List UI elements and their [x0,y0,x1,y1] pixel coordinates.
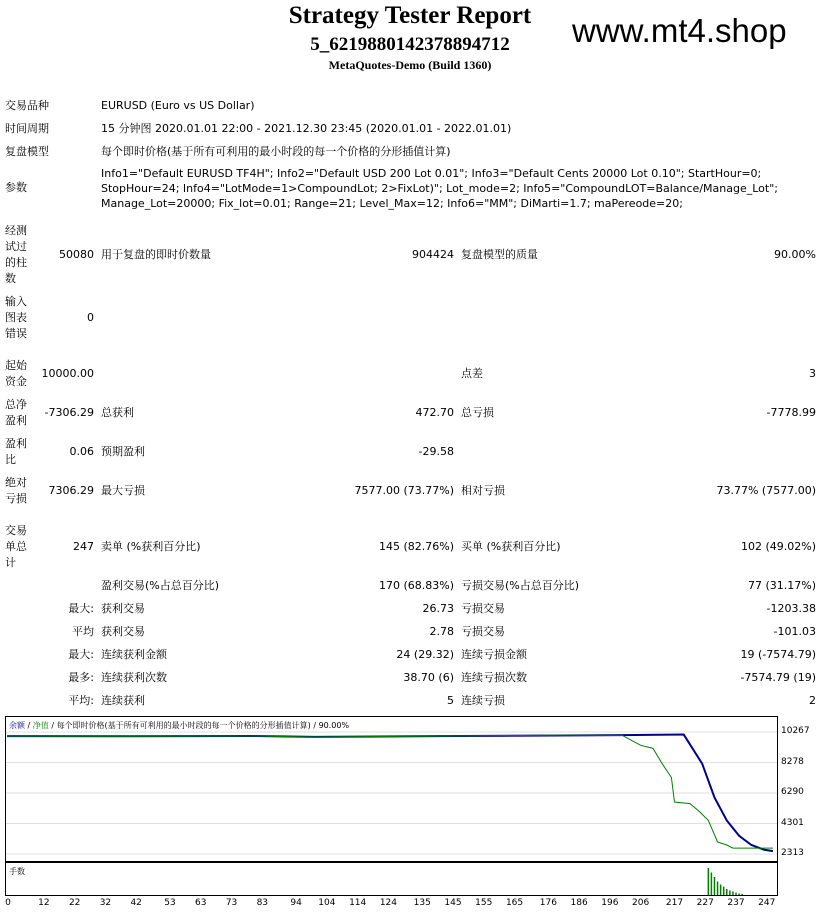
long-label: 买单 (%获利百分比) [461,540,561,553]
gross-profit-value: 472.70 [415,406,454,419]
x-tick-label: 237 [727,898,745,908]
x-tick-label: 114 [349,898,367,908]
deposit-label: 起始资金 [5,359,27,388]
stat-prefix: 最大: [68,602,94,615]
y-tick-label: 10267 [781,726,810,736]
period-label: 时间周期 [5,122,49,135]
balance-chart [5,716,778,862]
stat-label-right: 连续亏损金额 [461,648,527,661]
deposit-value: 10000.00 [41,367,94,380]
report-id: 5_6219880142378894712 [310,34,510,55]
params-label: 参数 [5,181,27,194]
chart-legend: 余额 / 净值 / 每个即时价格(基于所有可利用的最小时段的每一个价格的分形插值计算) / 90.00% [9,721,350,730]
win-value: 170 (68.83%) [378,579,454,592]
pf-value: 0.06 [69,445,94,458]
x-tick-label: 12 [38,898,50,908]
stat-label-right: 连续亏损 [461,694,505,707]
expected-value: -29.58 [418,445,454,458]
y-tick-label: 6290 [781,787,804,797]
report-header [0,0,828,80]
x-tick-label: 94 [290,898,302,908]
rel-dd-value: 73.77% (7577.00) [716,484,816,497]
model-label: 复盘模型 [5,145,49,158]
errors-value: 0 [87,311,94,324]
y-tick-label: 4301 [781,817,804,828]
win-label: 盈利交易(%占总百分比) [101,579,220,592]
short-value: 145 (82.76%) [378,540,454,553]
stat-label-left: 连续获利金额 [101,648,167,661]
x-tick-label: 73 [225,898,238,908]
stat-prefix: 平均 [72,625,94,638]
stat-value-right: -1203.38 [766,602,816,615]
stat-value-left: 26.73 [422,602,454,615]
symbol-label: 交易品种 [5,99,49,112]
report-title: Strategy Tester Report [288,2,532,29]
stat-value-left: 2.78 [429,625,454,638]
stat-label-left: 获利交易 [101,625,145,638]
stat-label-left: 获利交易 [101,602,145,615]
stat-label-left: 连续获利次数 [101,671,167,684]
gross-loss-value: -7778.99 [766,406,816,419]
ticks-value: 904424 [412,248,454,261]
site-watermark: www.mt4.shop [572,12,787,49]
y-tick-label: 8278 [781,756,804,767]
params-value: Info1="Default EURUSD TF4H"; Info2="Default USD 200 Lot 0.01"; Info3="Default Cents 20000 Lot 0.10"; StartHour=0; StopHour=24; Info4="LotMode=1>CompoundLot; 2>FixLot)"; Lot_mode=2; Info5="CompoundLOT=Balance/Manage_Lot"; Manage_Lot=20000; Fix_lot=0.01; Range=21; Level_Max=12; Info6="MM"; DiMarti=1.7; maPereode=20; [101,167,778,210]
x-tick-label: 247 [758,898,776,908]
x-tick-label: 22 [68,898,81,908]
x-tick-label: 83 [256,898,269,908]
quality-label: 复盘模型的质量 [461,248,538,261]
x-tick-label: 186 [570,898,588,908]
legend-model: 每个即时价格(基于所有可利用的最小时段的每一个价格的分形插值计算) / 90.00% [56,721,350,730]
model-value: 每个即时价格(基于所有可利用的最小时段的每一个价格的分形插值计算) [101,145,451,158]
stat-value-right: -101.03 [773,625,816,638]
expected-label: 预期盈利 [101,445,145,458]
spread-value: 3 [809,367,816,380]
x-tick-label: 53 [164,898,176,908]
quality-value: 90.00% [774,248,816,261]
net-label: 总净盈利 [5,398,27,427]
stat-label-left: 连续获利 [101,694,145,707]
bars-label: 经测试过的柱数 [5,224,27,285]
x-tick-label: 176 [539,898,557,908]
trades-label: 交易单总计 [5,524,27,569]
abs-dd-value: 7306.29 [48,484,94,497]
y-tick-label: 2313 [781,848,804,858]
x-tick-label: 63 [195,898,207,908]
stat-prefix: 最多: [68,671,94,684]
legend-balance: 余额 [9,721,25,730]
stat-label-right: 亏损交易 [461,602,505,615]
x-tick-label: 217 [665,898,684,908]
gross-profit-label: 总获利 [101,406,134,419]
gross-loss-label: 总亏损 [461,406,494,419]
x-tick-label: 227 [696,898,714,908]
short-label: 卖单 (%获利百分比) [101,540,201,553]
x-tick-label: 196 [601,898,619,908]
legend-equity: 净值 [32,721,49,730]
net-value: -7306.29 [44,406,94,419]
spread-label: 点差 [461,367,483,380]
stat-prefix: 平均: [68,694,94,707]
build-info: MetaQuotes-Demo (Build 1360) [328,58,492,72]
bars-value: 50080 [59,248,94,261]
stat-prefix: 最大: [68,648,94,661]
stat-value-left: 5 [447,694,454,707]
stat-label-right: 亏损交易 [461,625,505,638]
period-value: 15 分钟图 2020.01.01 22:00 - 2021.12.30 23:45 (2020.01.01 - 2022.01.01) [101,122,512,135]
x-tick-label: 145 [444,898,462,908]
volume-label: 手数 [9,867,25,876]
lose-label: 亏损交易(%占总百分比) [461,579,580,592]
volume-chart [5,862,778,896]
stat-value-right: 2 [809,694,816,707]
x-tick-label: 206 [632,898,650,908]
long-value: 102 (49.02%) [740,540,816,553]
x-tick-label: 42 [130,898,142,908]
stat-value-left: 24 (29.32) [396,648,454,661]
x-tick-label: 165 [505,898,524,908]
lose-value: 77 (31.17%) [747,579,816,592]
trades-value: 247 [73,540,94,553]
stat-value-left: 38.70 (6) [403,671,454,684]
pf-label: 盈利比 [5,437,27,466]
max-dd-label: 最大亏损 [101,484,145,497]
ticks-label: 用于复盘的即时价数量 [101,248,211,261]
x-tick-label: 0 [5,898,11,908]
x-tick-label: 135 [413,898,431,908]
stat-label-right: 连续亏损次数 [461,671,527,684]
x-tick-label: 32 [99,898,112,908]
stat-value-right: 19 (-7574.79) [740,648,816,661]
max-dd-value: 7577.00 (73.77%) [354,484,454,497]
stat-value-right: -7574.79 (19) [740,671,816,684]
x-tick-label: 104 [318,898,336,908]
errors-label: 输入图表错误 [5,295,27,340]
symbol-value: EURUSD (Euro vs US Dollar) [101,99,255,112]
x-tick-label: 124 [379,898,398,908]
rel-dd-label: 相对亏损 [461,484,505,497]
abs-dd-label: 绝对亏损 [5,476,27,505]
x-tick-label: 155 [475,898,493,908]
